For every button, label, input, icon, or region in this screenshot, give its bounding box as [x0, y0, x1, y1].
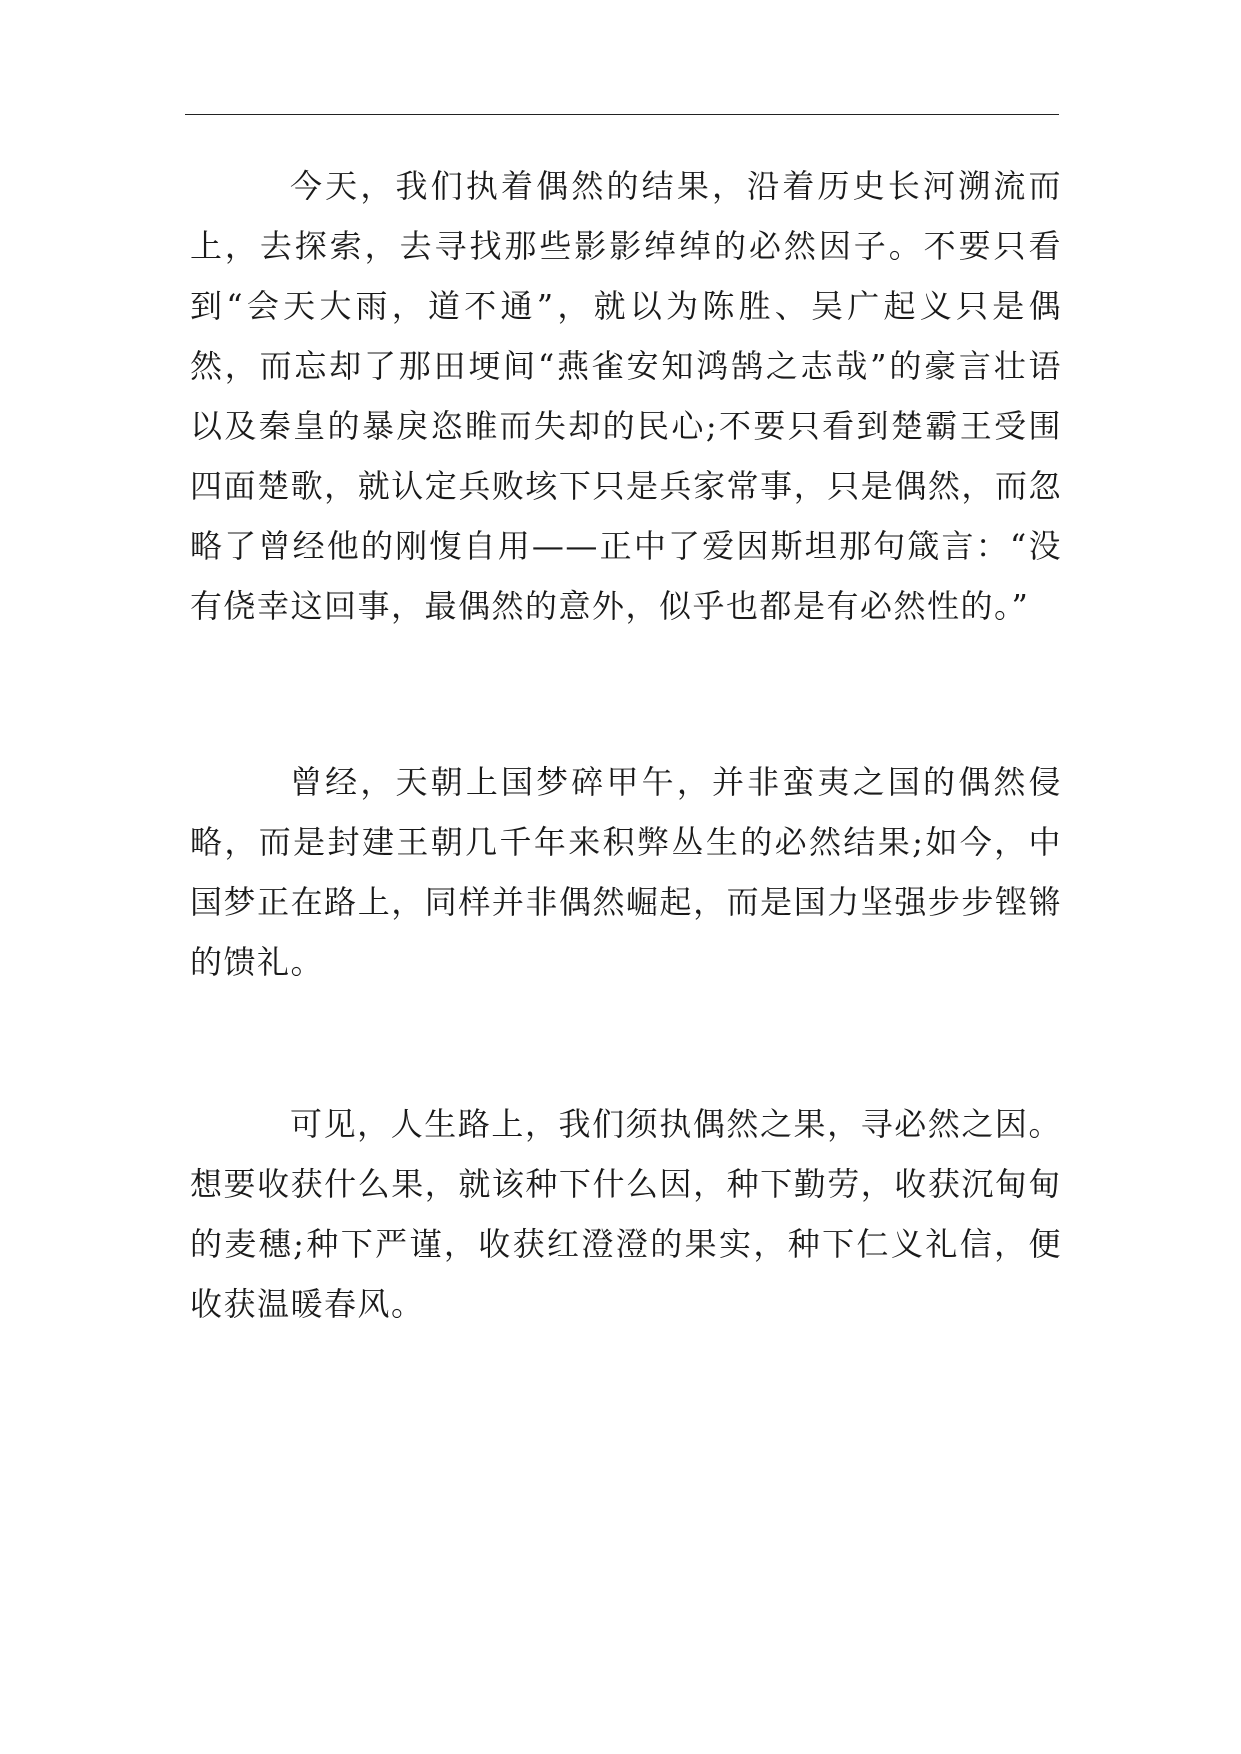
- paragraph-2: 曾经，天朝上国梦碎甲午，并非蛮夷之国的偶然侵略，而是封建王朝几千年来积弊丛生的必然结果;如今，中国梦正在路上，同样并非偶然崛起，而是国力坚强步步铿锵的馈礼。: [190, 763, 1062, 981]
- paragraph-3: 可见，人生路上，我们须执偶然之果，寻必然之因。想要收获什么果，就该种下什么因，种下勤劳，收获沉甸甸的麦穗;种下严谨，收获红澄澄的果实，种下仁义礼信，便收获温暖春风。: [190, 1105, 1062, 1323]
- paragraph-1: 今天，我们执着偶然的结果，沿着历史长河溯流而上，去探索，去寻找那些影影绰绰的必然因子。不要只看到“会天大雨，道不通”，就以为陈胜、吴广起义只是偶然，而忘却了那田埂间“燕雀安知鸿鹄之志哉”的豪言壮语以及秦皇的暴戾恣睢而失却的民心;不要只看到楚霸王受围四面楚歌，就认定兵败垓下只是兵家常事，只是偶然，而忽略了曾经他的刚愎自用——正中了爱因斯坦那句箴言：“没有侥幸这回事，最偶然的意外，似乎也都是有必然性的。”: [190, 167, 1062, 625]
- header-rule: [185, 114, 1059, 115]
